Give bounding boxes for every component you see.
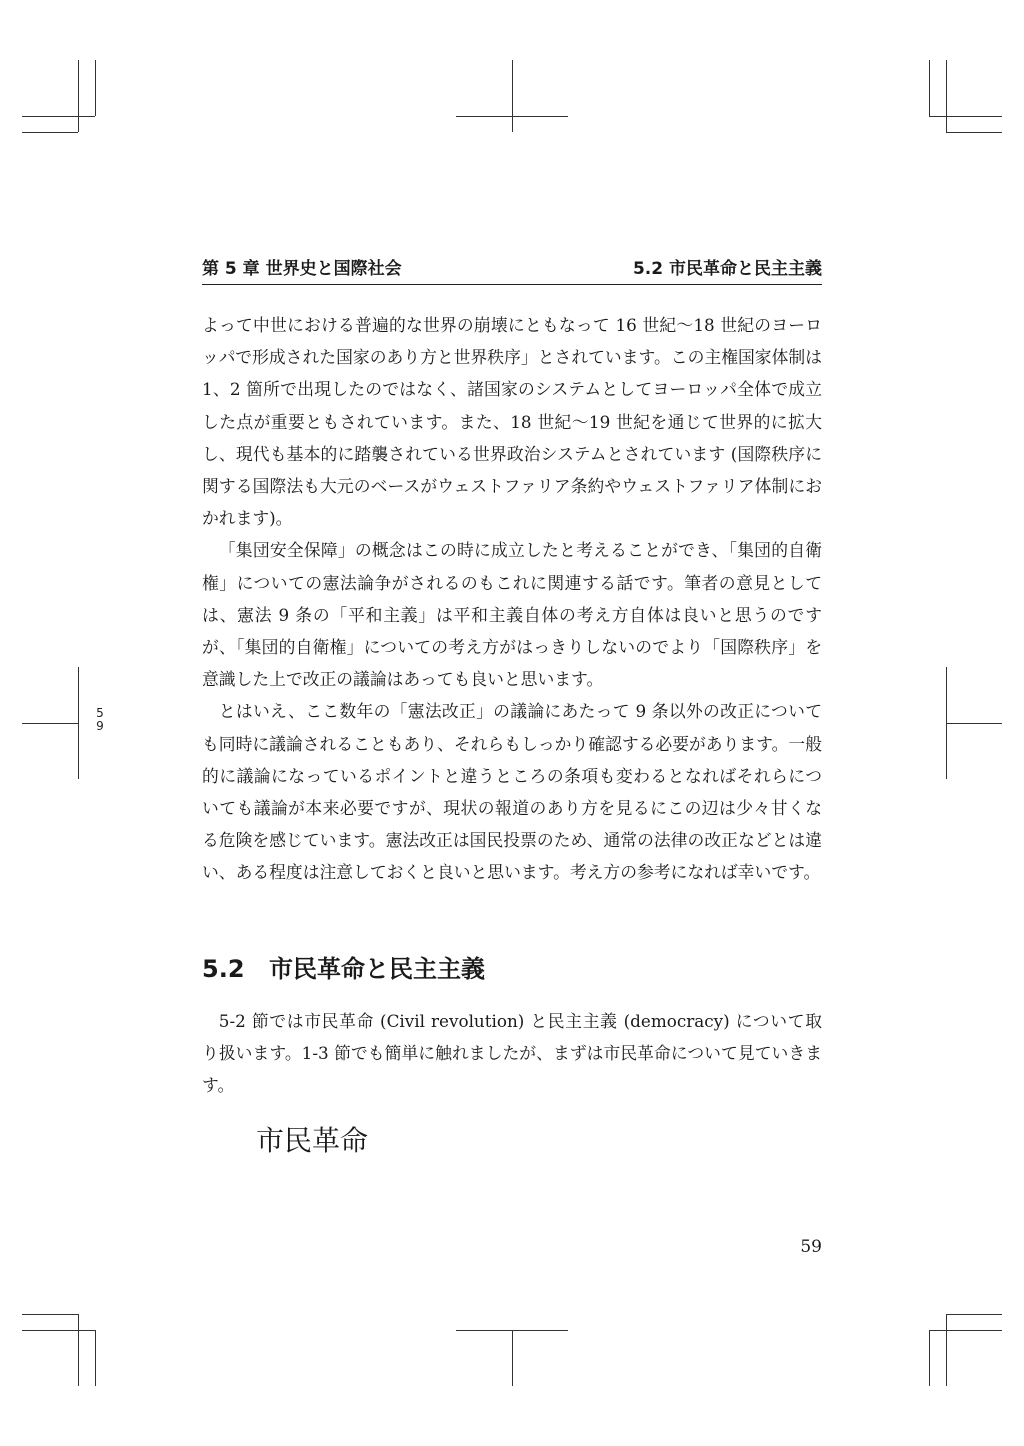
- paragraph: 5-2 節では市民革命 (Civil revolution) と民主主義 (democracy) について取り扱います。1-3 節でも簡単に触れましたが、まずは市民革命について見ていきます。: [202, 1011, 822, 1096]
- section-number: 5.2: [202, 955, 245, 983]
- running-header-section: 5.2 市民革命と民主主義: [632, 259, 822, 279]
- section-heading: [202, 952, 485, 986]
- subsection-title: 市民革命: [256, 1124, 369, 1157]
- paragraph: とはいえ、ここ数年の「憲法改正」の議論にあたって 9 条以外の改正についても同時に議論されることもあり、それらもしっかり確認する必要があります。一般的に議論になっているポイントと違うところの条項も変わるとなればそれらについても議論が本来必要ですが、現状の報道のあり方を見るにこの辺は少々甘くなる危険を感じています。憲法改正は国民投票のため、通常の法律の改正などとは違い、ある程度は注意しておくと良いと思います。考え方の参考になれば幸いです。: [202, 701, 822, 883]
- body-text: [202, 309, 822, 889]
- paragraph: よって中世における普遍的な世界の崩壊にともなって 16 世紀〜18 世紀のヨーロッパで形成された国家のあり方と世界秩序」とされています。この主権国家体制は 1、2 箇所で出現したのではなく、諸国家のシステムとしてヨーロッパ全体で成立した点が重要ともされています。また、18 世紀〜19 世紀を通じて世界的に拡大し、現代も基本的に踏襲されている世界政治システムとされています (国際秩序に関する国際法も大元のベースがウェストファリア条約やウェストファリア体制におかれます)。: [202, 315, 822, 529]
- running-header: [202, 256, 822, 285]
- side-page-number: 5 9: [96, 706, 104, 733]
- running-header-chapter: 第 5 章 世界史と国際社会: [202, 259, 402, 279]
- section-intro: [202, 1005, 822, 1102]
- page-number: 59: [800, 1237, 822, 1257]
- section-title: 市民革命と民主主義: [269, 955, 485, 983]
- paragraph: 「集団安全保障」の概念はこの時に成立したと考えることができ、「集団的自衛権」についての憲法論争がされるのもこれに関連する話です。筆者の意見としては、憲法 9 条の「平和主義」は平和主義自体の考え方自体は良いと思うのですが、「集団的自衛権」についての考え方がはっきりしないのでより「国際秩序」を意識した上で改正の議論はあっても良いと思います。: [202, 540, 822, 690]
